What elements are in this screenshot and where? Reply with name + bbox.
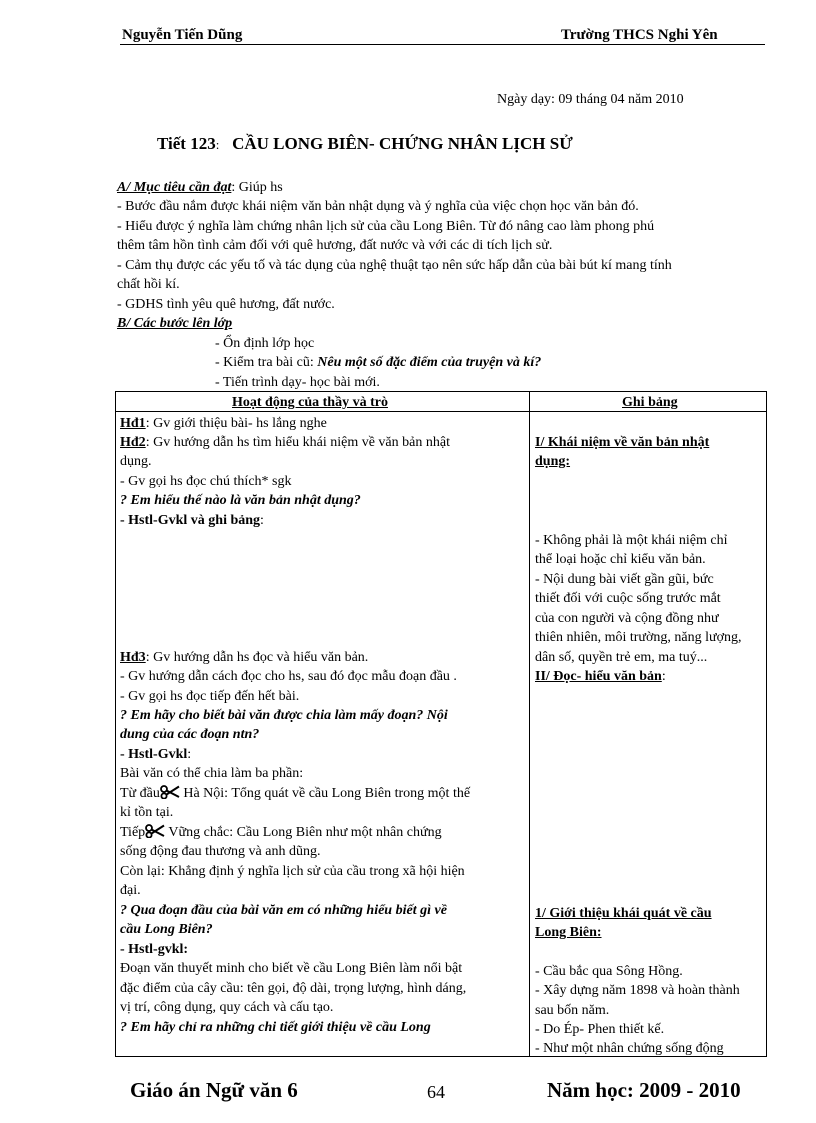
section-a-suffix: : Giúp hs [231,180,283,195]
footer-subject: Giáo án Ngữ văn 6 [130,1078,298,1102]
text-line: đại. [120,883,141,898]
step-check-question: Nêu một số đặc điểm của truyện và kí? [317,355,542,370]
objective-line: - Cảm thụ được các yếu tố và tác dụng của nghệ thuật tạo nên sức hấp dẫn của bài bút kí mang tính [117,258,672,273]
note-heading-2 [535,667,666,686]
part-2-end: Vững chắc: Cầu Long Biên như một nhân chứng [165,825,442,840]
note-line: - Xây dựng năm 1898 và hoàn thành [535,983,740,998]
note-line: dân số, quyền trẻ em, ma tuý... [535,650,708,665]
section-a-heading [117,178,283,197]
text-line: Còn lại: Khẳng định ý nghĩa lịch sử của cầu trong xã hội hiện [120,864,465,879]
activity-3-text: : Gv hướng dẫn hs đọc và hiểu văn bản. [145,650,369,665]
note-heading-2-colon: : [661,669,666,684]
footer-school-year: Năm học: 2009 - 2010 [547,1078,741,1102]
part-1 [120,784,470,803]
scissors-icon [160,785,180,799]
part-1-end: Hà Nội: Tổng quát về cầu Long Biên trong một thế [179,786,471,801]
note-line: - Như một nhân chứng sống động [535,1041,724,1056]
text-line: đặc điểm của cây cầu: tên gọi, độ dài, trọng lượng, hình dáng, [120,981,467,996]
answer-label: - Hstl-Gvkl và ghi bảng [120,513,261,528]
text-line: - Gv gọi hs đọc chú thích* sgk [120,474,292,489]
step-stabilize: - Ổn định lớp học [215,336,315,351]
answer-colon: : [187,747,192,762]
question-line: dung của các đoạn ntn? [120,727,260,742]
activity-3 [120,648,368,667]
table-column-divider [529,391,530,1057]
activity-2-label: Hđ2 [120,435,146,450]
section-a-label: A/ Mục tiêu cần đạt [117,180,232,195]
note-heading-1: I/ Khái niệm về văn bản nhật [535,435,710,450]
lesson-title [157,134,573,154]
note-line: của con người và cộng đồng như [535,611,719,626]
note-line: thể loại hoặc chỉ kiểu văn bản. [535,552,706,567]
section-b-heading: B/ Các bước lên lớp [117,316,233,331]
objective-line: chất hồi kí. [117,277,180,292]
note-heading-3: 1/ Giới thiệu khái quát về cầu [535,906,712,921]
note-line: thiết đối với cuộc sống trước mắt [535,591,721,606]
part-1-start: Từ đầu [120,786,160,801]
text-line: Đoạn văn thuyết minh cho biết về cầu Long Biên làm nổi bật [120,961,463,976]
activity-3-label: Hđ3 [120,650,146,665]
note-line: - Do Ép- Phen thiết kế. [535,1022,665,1037]
activity-2-text: : Gv hướng dẫn hs tìm hiểu khái niệm về văn bản nhật [145,435,450,450]
text-line: kỉ tồn tại. [120,805,174,820]
author-name: Nguyễn Tiến Dũng [122,27,243,43]
text-line: Bài văn có thể chia làm ba phần: [120,766,304,781]
step-check-old-lesson [215,353,541,372]
note-heading-3-cont: Long Biên: [535,925,602,940]
text-line: sống động đau thương và anh dũng. [120,844,321,859]
answer-colon: : [260,513,264,528]
question-line: ? Em hiểu thế nào là văn bản nhật dụng? [120,493,361,508]
note-line: - Cầu bắc qua Sông Hồng. [535,964,683,979]
text-line: - Gv gọi hs đọc tiếp đến hết bài. [120,689,300,704]
note-heading-1-cont: dụng: [535,454,571,469]
col-header-activities: Hoạt động của thầy và trò [232,395,388,410]
page-number: 64 [427,1082,445,1102]
objective-line: thêm tâm hồn tình cảm đối với quê hương, đất nước và với các di tích lịch sử. [117,238,553,253]
activity-2 [120,433,450,452]
scissors-icon [145,824,165,838]
answer-line: - Hstl-gvkl: [120,942,189,957]
question-line: ? Em hãy cho biết bài văn được chia làm mấy đoạn? Nội [120,708,448,723]
text-line: dụng. [120,454,152,469]
answer-line [120,511,264,530]
answer-label: - Hstl-Gvkl [120,747,188,762]
question-line: ? Em hãy chỉ ra những chi tiết giới thiệu về cầu Long [120,1020,431,1035]
objective-line: - GDHS tình yêu quê hương, đất nước. [117,297,335,312]
part-2 [120,823,442,842]
note-line: - Nội dung bài viết gần gũi, bức [535,572,714,587]
note-line: - Không phải là một khái niệm chỉ [535,533,728,548]
note-line: sau bốn năm. [535,1003,610,1018]
step-new-lesson: - Tiến trình dạy- học bài mới. [215,375,380,390]
activity-1-label: Hđ1 [120,416,146,431]
answer-line [120,745,191,764]
lesson-name: CẦU LONG BIÊN- CHỨNG NHÂN LỊCH SỬ [232,134,573,153]
text-line: vị trí, công dụng, quy cách và cấu tạo. [120,1000,334,1015]
objective-line: - Bước đầu nắm được khái niệm văn bản nhật dụng và ý nghĩa của việc chọn học văn bản đó. [117,199,639,214]
school-name: Trường THCS Nghi Yên [561,27,718,43]
header-rule [120,44,765,45]
text-line: - Gv hướng dẫn cách đọc cho hs, sau đó đọc mẫu đoạn đầu . [120,669,457,684]
teaching-date: Ngày dạy: 09 tháng 04 năm 2010 [497,92,684,107]
lesson-number: Tiết 123 [157,134,216,153]
part-2-start: Tiếp [120,825,146,840]
activity-1 [120,414,327,433]
step-check-prefix: - Kiểm tra bài cũ: [215,355,318,370]
col-header-board-notes: Ghi bảng [622,395,678,410]
question-line: ? Qua đoạn đầu của bài văn em có những hiểu biết gì về [120,903,447,918]
title-colon: : [215,137,220,152]
objective-line: - Hiểu được ý nghĩa làm chứng nhân lịch sử của cầu Long Biên. Từ đó nâng cao làm phong phú [117,219,655,234]
question-line: cầu Long Biên? [120,922,213,937]
note-heading-2-text: II/ Đọc- hiểu văn bản [535,669,662,684]
note-line: thiên nhiên, môi trường, năng lượng, [535,630,742,645]
activity-1-text: : Gv giới thiệu bài- hs lắng nghe [145,416,327,431]
